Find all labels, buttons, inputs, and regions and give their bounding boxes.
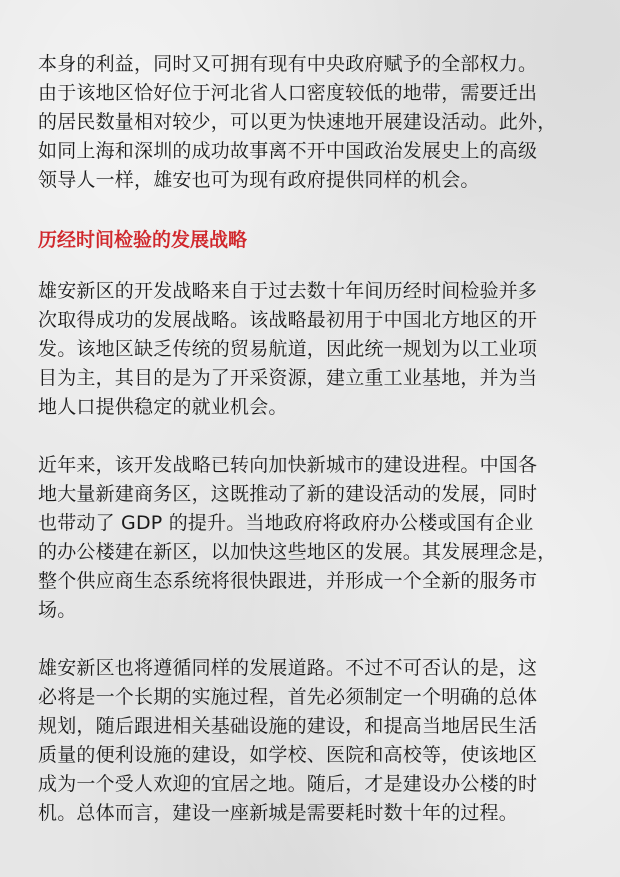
text-line: 次取得成功的发展战略。该战略最初用于中国北方地区的开 — [38, 309, 538, 331]
spacer — [38, 255, 598, 277]
text-line: 也带动了 GDP 的提升。当地政府将政府办公楼或国有企业 — [38, 512, 534, 534]
text-line: 发。该地区缺乏传统的贸易航道，因此统一规划为以工业项 — [38, 338, 538, 360]
text-line: 目为主，其目的是为了开采资源，建立重工业基地，并为当 — [38, 367, 538, 389]
text-line: 本身的利益，同时又可拥有现有中央政府赋予的全部权力。 — [38, 53, 538, 75]
text-line: 成为一个受人欢迎的宜居之地。随后，才是建设办公楼的时 — [38, 773, 538, 795]
text-line: 规划，随后跟进相关基础设施的建设，和提高当地居民生活 — [38, 715, 538, 737]
text-line: 领导人一样，雄安也可为现有政府提供同样的机会。 — [38, 169, 480, 191]
text-line: 场。 — [38, 599, 77, 621]
text-line: 质量的便利设施的建设，如学校、医院和高校等，使该地区 — [38, 744, 538, 766]
text-line: 如同上海和深圳的成功故事离不开中国政治发展史上的高级 — [38, 140, 538, 162]
spacer — [38, 625, 598, 654]
text-line: 的办公楼建在新区，以加快这些地区的发展。其发展理念是， — [38, 541, 557, 563]
text-line: 必将是一个长期的实施过程，首先必须制定一个明确的总体 — [38, 686, 538, 708]
text-line: 近年来，该开发战略已转向加快新城市的建设进程。中国各 — [38, 454, 538, 476]
section-heading: 历经时间检验的发展战略 — [38, 229, 248, 251]
text-line: 地大量新建商务区，这既推动了新的建设活动的发展，同时 — [38, 483, 538, 505]
text-line: 的居民数量相对较少，可以更为快速地开展建设活动。此外， — [38, 111, 557, 133]
text-line: 雄安新区也将遵循同样的发展道路。不过不可否认的是，这 — [38, 657, 538, 679]
text-line: 机。总体而言，建设一座新城是需要耗时数十年的过程。 — [38, 802, 519, 824]
document-body — [38, 50, 598, 828]
spacer — [38, 422, 598, 451]
text-line: 地人口提供稳定的就业机会。 — [38, 396, 288, 418]
paragraph-recent — [38, 451, 598, 625]
text-line: 由于该地区恰好位于河北省人口密度较低的地带，需要迁出 — [38, 82, 538, 104]
paragraph-intro — [38, 50, 598, 195]
paragraph-xiongan — [38, 654, 598, 828]
text-line: 雄安新区的开发战略来自于过去数十年间历经时间检验并多 — [38, 280, 538, 302]
spacer — [38, 195, 598, 226]
paragraph-strategy — [38, 277, 598, 422]
text-line: 整个供应商生态系统将很快跟进，并形成一个全新的服务市 — [38, 570, 538, 592]
